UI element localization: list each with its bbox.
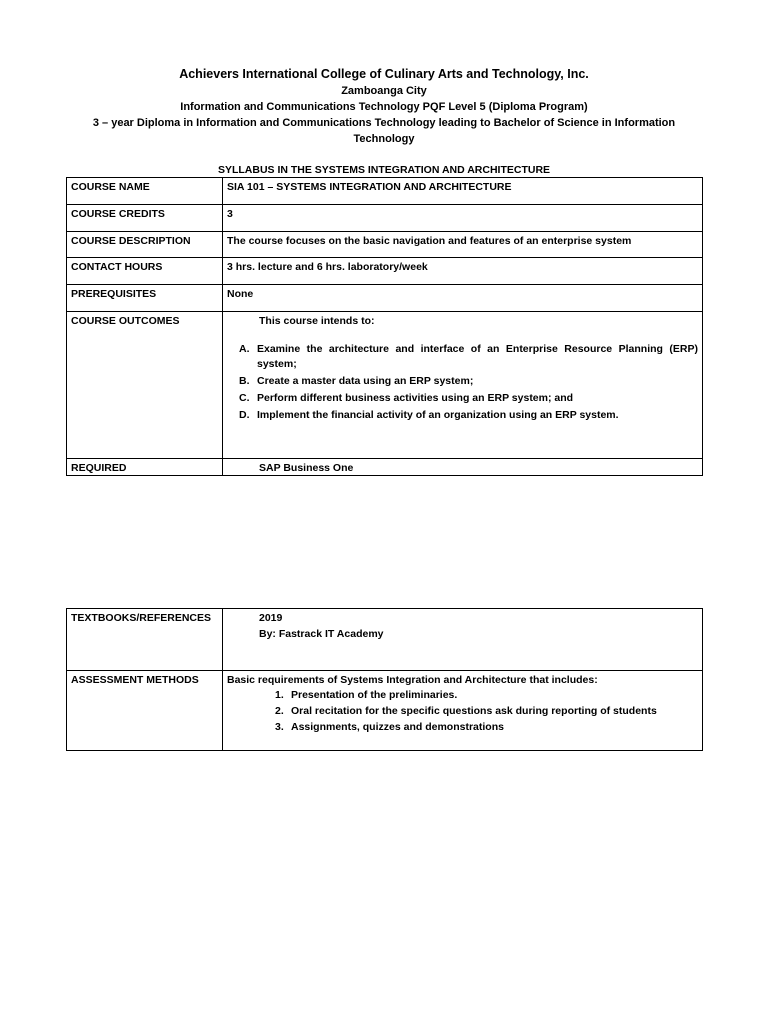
outcomes-intro: This course intends to: (259, 315, 375, 327)
program-title: Information and Communications Technology PQF Level 5 (Diploma Program) (180, 101, 588, 113)
college-name: Achievers International College of Culinary Arts and Technology, Inc. (179, 67, 589, 81)
list-marker: 2. (275, 705, 284, 717)
assessment-list (227, 687, 698, 735)
row-value (223, 459, 703, 476)
row-value (223, 609, 703, 671)
row-label: COURSE OUTCOMES (67, 312, 223, 459)
list-marker: B. (239, 375, 250, 387)
list-marker: A. (239, 343, 250, 355)
list-text: Oral recitation for the specific questions ask during reporting of students (291, 705, 657, 717)
row-value: None (223, 285, 703, 312)
syllabus-table-continued (66, 608, 703, 751)
syllabus-title: SYLLABUS IN THE SYSTEMS INTEGRATION AND ARCHITECTURE (217, 164, 551, 176)
row-label: REQUIRED (67, 459, 223, 476)
row-value: 3 (223, 205, 703, 232)
list-text: Presentation of the preliminaries. (291, 689, 458, 701)
list-item (275, 687, 698, 703)
table-row-contact-hours (67, 258, 703, 285)
list-text: Perform different business activities using an ERP system; and (257, 392, 574, 404)
required-value: SAP Business One (259, 462, 354, 474)
list-item (275, 703, 698, 719)
list-text: Examine the architecture and interface of an Enterprise Resource Planning (ERP) system; (257, 343, 698, 370)
list-item (239, 391, 698, 406)
table-row-assessment (67, 671, 703, 751)
textbook-author: By: Fastrack IT Academy (259, 628, 384, 640)
textbook-year: 2019 (259, 612, 283, 624)
table-row-required (67, 459, 703, 476)
table-row-course-credits (67, 205, 703, 232)
document-header (60, 66, 708, 147)
row-value: 3 hrs. lecture and 6 hrs. laboratory/week (223, 258, 703, 285)
row-label: ASSESSMENT METHODS (67, 671, 223, 751)
list-item (239, 374, 698, 389)
list-item (239, 408, 698, 423)
list-item (239, 342, 698, 372)
outcomes-list (227, 342, 698, 423)
list-marker: D. (239, 409, 250, 421)
row-label: PREREQUISITES (67, 285, 223, 312)
table-row-textbooks (67, 609, 703, 671)
row-label: COURSE NAME (67, 178, 223, 205)
list-marker: C. (239, 392, 250, 404)
row-label: TEXTBOOKS/REFERENCES (67, 609, 223, 671)
table-row-prerequisites (67, 285, 703, 312)
row-label: COURSE DESCRIPTION (67, 232, 223, 258)
table-row-course-name (67, 178, 703, 205)
row-value (223, 312, 703, 459)
diploma-description (60, 115, 708, 147)
list-marker: 1. (275, 689, 284, 701)
college-city: Zamboanga City (341, 85, 427, 97)
row-label: COURSE CREDITS (67, 205, 223, 232)
assessment-intro: Basic requirements of Systems Integration and Architecture that includes: (227, 674, 598, 686)
table-row-course-description (67, 232, 703, 258)
row-value: SIA 101 – SYSTEMS INTEGRATION AND ARCHITECTURE (223, 178, 703, 205)
list-text: Assignments, quizzes and demonstrations (291, 721, 504, 733)
diploma-line-1: 3 – year Diploma in Information and Communications Technology leading to Bachelor of Science in Information (92, 117, 676, 129)
list-text: Create a master data using an ERP system; (257, 375, 474, 387)
row-label: CONTACT HOURS (67, 258, 223, 285)
syllabus-table (66, 177, 703, 476)
list-marker: 3. (275, 721, 284, 733)
list-item (275, 719, 698, 735)
row-value: The course focuses on the basic navigation and features of an enterprise system (223, 232, 703, 258)
diploma-line-2: Technology (353, 133, 415, 145)
table-row-course-outcomes (67, 312, 703, 459)
row-value (223, 671, 703, 751)
list-text: Implement the financial activity of an organization using an ERP system. (257, 409, 619, 421)
